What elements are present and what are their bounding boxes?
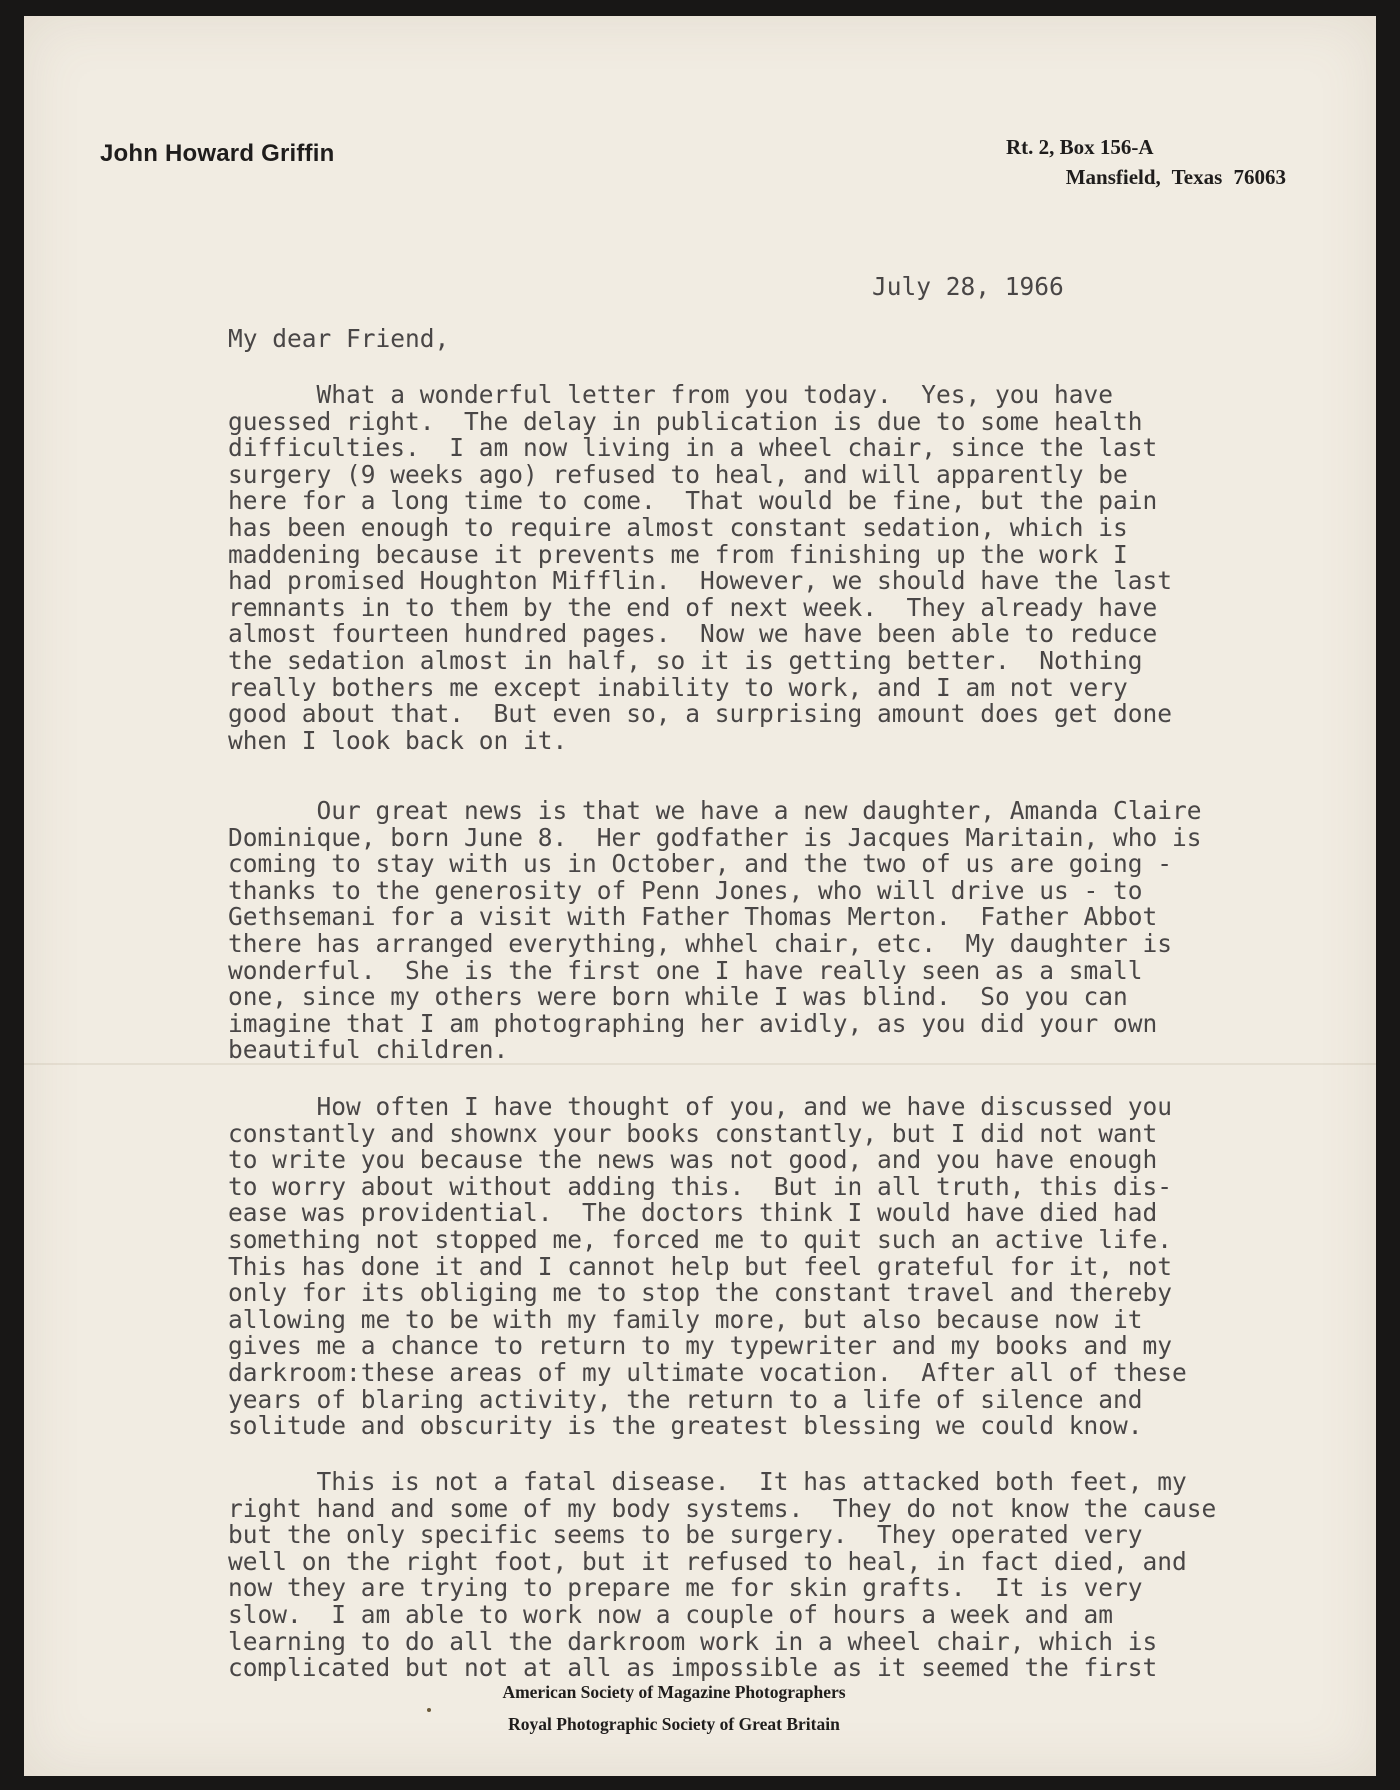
salutation: My dear Friend, — [228, 324, 450, 353]
address-line-2: Mansfield, Texas 76063 — [1065, 165, 1286, 189]
paragraph-providential: How often I have thought of you, and we have discussed you constantly and shownx your books constantly, but I did not want to write you because the news was not good, and you have enough to worry about without adding this. But in all truth, this dis- ease was providential. The doctors think I would have died had something not stopped me, forced me to quit such an active life. This has done it and I cannot help but feel grateful for it, not only for its obliging me to stop the constant travel and thereby allowing me to be with my family more, but also because now it gives me a chance to return to my typewriter and my books and my darkroom:these areas of my ultimate vocation. After all of these years of blaring activity, the return to a life of silence and solitude and obscurity is the greatest blessing we could know. — [228, 1092, 1187, 1441]
letterhead-name: John Howard Griffin — [100, 140, 335, 167]
paragraph-health: What a wonderful letter from you today. Yes, you have guessed right. The delay in publication is due to some health difficulties. I am now living in a wheel chair, since the last surgery (9 weeks ago) refused to heal, and will apparently be here for a long time to come. That would be fine, but the pain has been enough to require almost constant sedation, which is maddening because it prevents me from finishing up the work I had promised Houghton Mifflin. However, we should have the last remnants in to them by the end of next week. They already have almost fourteen hundred pages. Now we have been able to reduce the sedation almost in half, so it is getting better. Nothing really bothers me except inability to work, and I am not very good about that. But even so, a surprising amount does get done when I look back on it. — [228, 380, 1173, 755]
paper-speck — [427, 1708, 431, 1712]
letter-date: July 28, 1966 — [872, 272, 1064, 301]
footer-affiliation-1: American Society of Magazine Photographers — [502, 1682, 846, 1702]
paragraph-daughter: Our great news is that we have a new daughter, Amanda Claire Dominique, born June 8. Her godfather is Jacques Maritain, who is coming to stay with us in October, and the two of us are going - thanks to the generosity of Penn Jones, who will drive us - to Gethsemani for a visit with Father Thomas Merton. Father Abbot there has arranged everything, whhel chair, etc. My daughter is wonderful. She is the first one I have really seen as a small one, since my others were born while I was blind. So you can imagine that I am photographing her avidly, as you did your own beautiful children. — [228, 796, 1202, 1065]
address-line-1: Rt. 2, Box 156-A — [1006, 135, 1154, 159]
letterhead-address — [906, 132, 1286, 192]
letter-page — [24, 16, 1376, 1776]
footer-affiliation-2: Royal Photographic Society of Great Britain — [508, 1714, 840, 1734]
paragraph-disease: This is not a fatal disease. It has attacked both feet, my right hand and some of my body systems. They do not know the cause but the only specific seems to be surgery. They operated very well on the right foot, but it refused to heal, in fact died, and now they are trying to prepare me for skin grafts. It is very slow. I am able to work now a couple of hours a week and am learning to do all the darkroom work in a wheel chair, which is complicated but not at all as impossible as it seemed the first — [228, 1467, 1217, 1683]
